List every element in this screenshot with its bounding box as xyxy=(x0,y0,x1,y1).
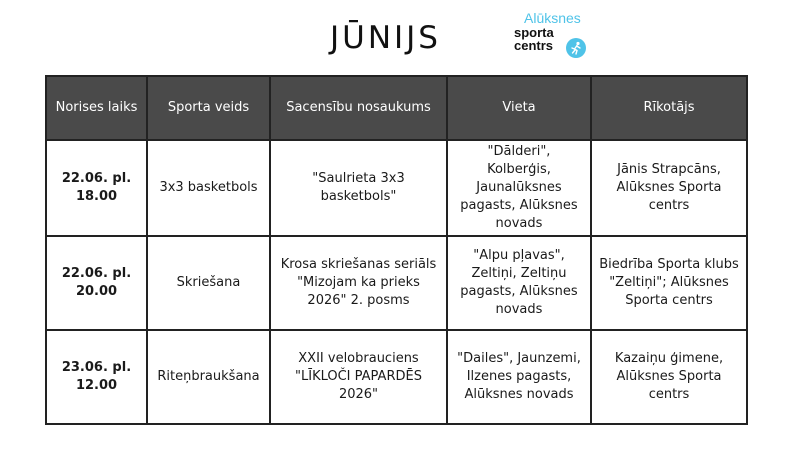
cell-place: "Dālderi", Kolberģis, Jaunalūksnes pagasts, Alūksnes novads xyxy=(447,140,591,236)
cell-event-name: "Saulrieta 3x3 basketbols" xyxy=(270,140,447,236)
logo xyxy=(510,10,600,62)
cell-event-name: XXII velobrauciens "LĪKLOČI PAPARDĒS 2026" xyxy=(270,330,447,424)
logo-text-sporta: sporta xyxy=(514,25,554,40)
runner-icon xyxy=(566,38,586,58)
cell-place: "Alpu pļavas", Zeltiņi, Zeltiņu pagasts, Alūksnes novads xyxy=(447,236,591,330)
table-header-row xyxy=(46,76,747,140)
cell-date: 23.06. pl. 12.00 xyxy=(46,330,147,424)
column-header-event-name: Sacensību nosaukums xyxy=(270,76,447,140)
cell-organizer: Biedrība Sporta klubs "Zeltiņi"; Alūksnes Sporta centrs xyxy=(591,236,747,330)
column-header-place: Vieta xyxy=(447,76,591,140)
cell-date: 22.06. pl. 20.00 xyxy=(46,236,147,330)
table-row xyxy=(46,140,747,236)
page-title: JŪNIJS xyxy=(330,20,441,56)
logo-text-aluksnes: Alūksnes xyxy=(524,10,581,26)
table-row xyxy=(46,236,747,330)
cell-organizer: Jānis Strapcāns, Alūksnes Sporta centrs xyxy=(591,140,747,236)
column-header-time: Norises laiks xyxy=(46,76,147,140)
cell-event-name: Krosa skriešanas seriāls "Mizojam ka prieks 2026" 2. posms xyxy=(270,236,447,330)
column-header-sport: Sporta veids xyxy=(147,76,270,140)
logo-text-centrs: centrs xyxy=(514,38,554,53)
events-table xyxy=(45,75,748,425)
cell-sport: Skriešana xyxy=(147,236,270,330)
column-header-organizer: Rīkotājs xyxy=(591,76,747,140)
cell-sport: Riteņbraukšana xyxy=(147,330,270,424)
cell-organizer: Kazaiņu ģimene, Alūksnes Sporta centrs xyxy=(591,330,747,424)
cell-sport: 3x3 basketbols xyxy=(147,140,270,236)
cell-place: "Dailes", Jaunzemi, Ilzenes pagasts, Alūksnes novads xyxy=(447,330,591,424)
cell-date: 22.06. pl. 18.00 xyxy=(46,140,147,236)
table-row xyxy=(46,330,747,424)
